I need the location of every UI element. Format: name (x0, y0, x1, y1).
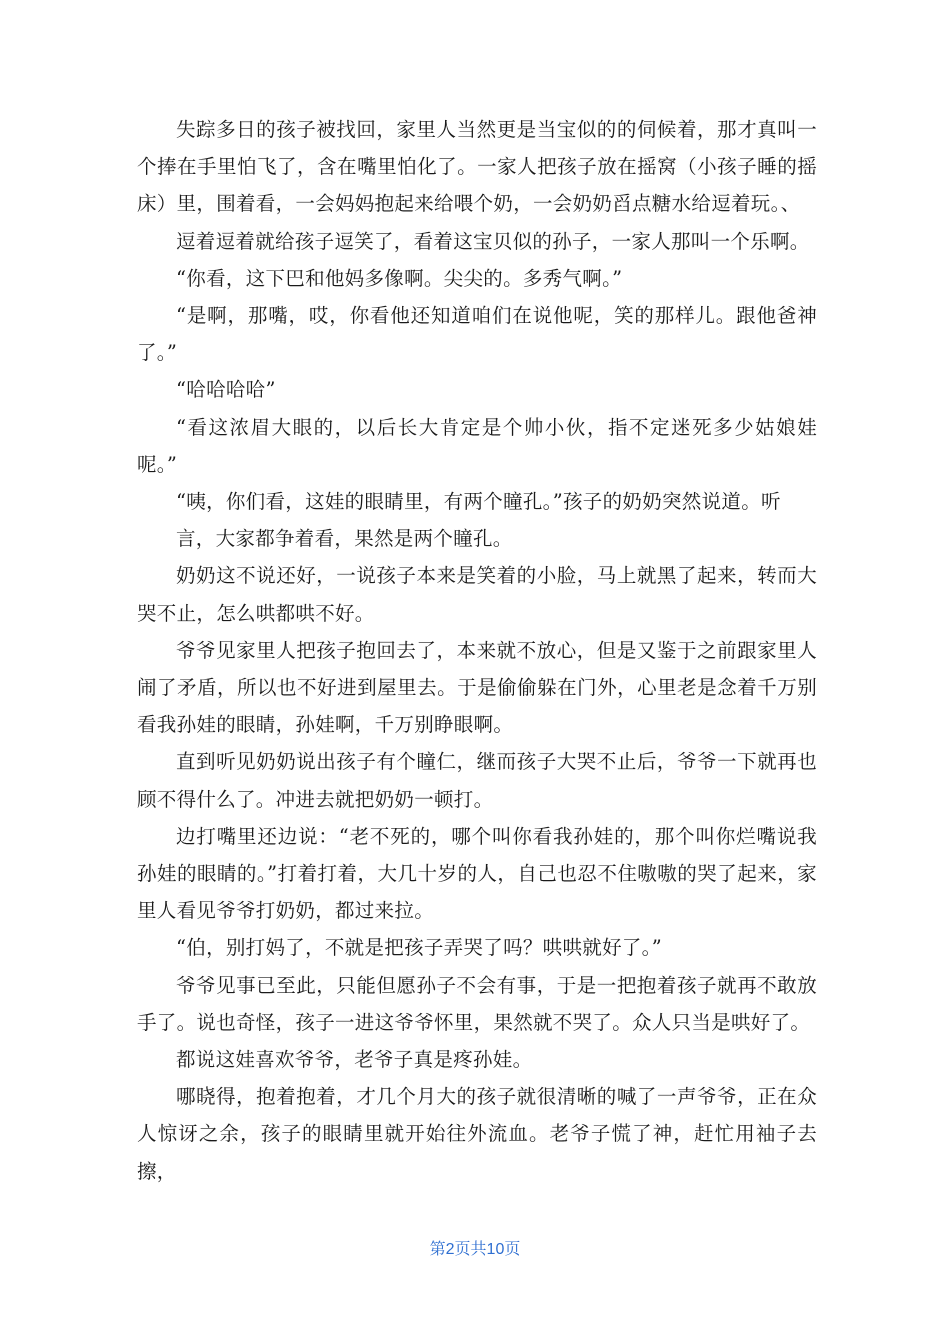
page-number-footer: 第2页共10页 (429, 1241, 521, 1258)
paragraph: “哈哈哈哈” (176, 378, 276, 402)
paragraph: “伯，别打妈了，不就是把孩子弄哭了吗？哄哄就好了。” (176, 936, 662, 960)
paragraph: 逗着逗着就给孩子逗笑了，看着这宝贝似的孙子，一家人那叫一个乐啊。 (176, 229, 810, 253)
paragraph: 爷爷见家里人把孩子抱回去了，本来就不放心，但是又鉴于之前跟家里人闹了矛盾，所以也不好进到屋里去。于是偷偷躲在门外，心里老是念着千万别看我孙娃的眼睛，孙娃啊，千万别睁眼啊。 (137, 638, 817, 737)
paragraph: 边打嘴里还边说：“老不死的，哪个叫你看我孙娃的，那个叫你烂嘴说我孙娃的眼睛的。”打着打着，大几十岁的人，自己也忍不住嗷嗷的哭了起来，家里人看见爷爷打奶奶，都过来拉。 (137, 824, 817, 923)
paragraph: 爷爷见事已至此，只能但愿孙子不会有事，于是一把抱着孩子就再不敢放手了。说也奇怪，孩子一进这爷爷怀里，果然就不哭了。众人只当是哄好了。 (137, 973, 817, 1034)
paragraph: “你看，这下巴和他妈多像啊。尖尖的。多秀气啊。” (176, 266, 623, 290)
paragraph: 哪晓得，抱着抱着，才几个月大的孩子就很清晰的喊了一声爷爷，正在众人惊讶之余，孩子的眼睛里就开始往外流血。老爷子慌了神，赶忙用袖子去擦， (137, 1085, 817, 1183)
paragraph: 言，大家都争着看，果然是两个瞳孔。 (176, 527, 513, 551)
paragraph: “看这浓眉大眼的，以后长大肯定是个帅小伙，指不定迷死多少姑娘娃呢。” (137, 415, 817, 476)
paragraph: 失踪多日的孩子被找回，家里人当然更是当宝似的的伺候着，那才真叫一个捧在手里怕飞了，含在嘴里怕化了。一家人把孩子放在摇窝（小孩子睡的摇床）里，围着看，一会妈妈抱起来给喂个奶，一会奶奶舀点糖水给逗着玩。、 (137, 118, 817, 216)
paragraph: “咦，你们看，这娃的眼睛里，有两个瞳孔。”孩子的奶奶突然说道。听 (176, 490, 781, 514)
paragraph: 直到听见奶奶说出孩子有个瞳仁，继而孩子大哭不止后，爷爷一下就再也顾不得什么了。冲进去就把奶奶一顿打。 (137, 750, 817, 811)
paragraph: 都说这娃喜欢爷爷，老爷子真是疼孙娃。 (176, 1048, 533, 1072)
paragraph: “是啊，那嘴，哎，你看他还知道咱们在说他呢，笑的那样儿。跟他爸神了。” (137, 304, 817, 365)
document-body (137, 111, 817, 1190)
paragraph: 奶奶这不说还好，一说孩子本来是笑着的小脸，马上就黑了起来，转而大哭不止，怎么哄都哄不好。 (137, 564, 817, 625)
